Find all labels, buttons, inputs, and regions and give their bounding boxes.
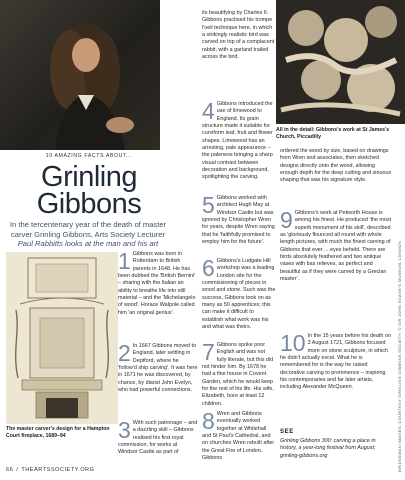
footer-separator: / [16,467,19,473]
title-line-2: Gibbons [36,188,142,220]
standfirst [4,220,172,249]
kicker: 10 AMAZING FACTS ABOUT... [45,153,133,159]
fact-text: Gibbons introduced the use of limewood to England. Its grain structure made it suitable for curviform leaf, fruit and flower shapes. Limewood has an arresting, pale appearance – the paleness bringing a sharp visual contrast between decoration and background, spotlighting the carving. [202,101,273,181]
standfirst-line-3: Paul Rabbitts looks at the man and his art [17,239,159,249]
fact-number: 8 [202,408,215,434]
see-box [280,429,392,460]
fact-text: Wren and Gibbons eventually worked together at Whitehall and St Paul's Cathedral, and on churches Wren rebuilt after the Great Fire of London. Gibbons [202,411,275,462]
fact-number: 10 [280,330,306,356]
intro-paragraph: its beautifying by Charles II. Gibbons practised his trompe l'oeil technique here, in which a strikingly realistic bird was carved on top of a complacent rabbit, with a garland trailed across the bird. [202,10,275,61]
page-number: 66 [6,467,14,473]
fact-1 [118,248,198,317]
fact-number: 7 [202,339,215,365]
fact-5 [202,192,276,246]
fireplace-caption: The master carver's design for a Hampton Court fireplace, 1689–94 [6,426,110,439]
fact-9 [280,207,392,283]
standfirst-line-2: carver Grinling Gibbons, Arts Society Lecturer [10,229,166,239]
carving-image [276,0,405,124]
page-title [18,161,160,220]
see-text: Grinling Gibbons 300: carving a place in history, a year-long festival from August; grinling-gibbons.org [280,438,376,459]
fact-3 [118,417,198,457]
fact-8 [202,408,276,462]
fact-text: In 1667 Gibbons moved to England, later settling in Deptford, where he 'follow'd ship carving'. It was here in 1671 he was discovered, by chance, by diarist John Evelyn, who had powerful connections. [118,343,198,394]
fact-text: Gibbons's Ludgate Hill workshop was a leading London site for the commissioning of pieces in wood and stone. Such was the success, Gibbons took on as many as 50 apprentices; this can make it difficult to establish what work was his and what was theirs. [202,258,276,331]
fact-number: 5 [202,192,215,218]
footer-site: THEARTSSOCIETY.ORG [21,467,95,473]
fact-7 [202,339,276,408]
photo-credit: BRIDGEMAN IMAGES; COURTESY GRINLING GIBBONS SOCIETY; © SIR JOHN SOANE'S MUSEUM, LONDON [397,241,402,472]
fireplace-design-image [6,252,118,424]
fact-number: 3 [118,417,131,443]
see-heading: SEE [280,429,294,435]
fact-text: Gibbons's work at Petworth House is among his finest. He produced 'the most superb monument of his skill', described as 'gloriously flounced all round with whole length pictures, with much the finest carving of Gibbons that ever ... eyes beheld. There are birds absolutely feathered and two antique vases with bas relieves, as perfect and beautiful as if they were carved by a Grecian master'. [280,210,392,283]
fact-number: 4 [202,98,215,124]
fact-text: Gibbons worked with architect Hugh May at Windsor Castle but was ignored by Christopher Wren for years, despite Wren saying that he 'faithfully promised to employ him for the future'. [202,195,275,246]
fact-text: In the 15 years before his death on 3 August 1721, Gibbons focused more on stone sculpture, in which he didn't actually excel. What he is remembered for is the way he raised decorative carving to prominence – inspiring his contemporaries and far later artists, including Alexander McQueen. [280,333,391,391]
fact-text: With such patronage – and a dazzling skill – Gibbons realised his first royal commission, for works at Windsor Castle as part of [118,420,198,456]
fact-10 [280,330,392,392]
fact-number: 6 [202,255,215,281]
fact-text: Gibbons was born in Rotterdam to British parents in 1648. He has been dubbed the 'British Bernini' – sharing with the Italian an ability to breathe life into still material – and the 'Michelangelo of wood'. Horace Walpole called him 'an original genius'. [118,251,196,316]
fact-4 [202,98,276,182]
portrait-image [0,0,160,150]
page-footer [6,467,94,473]
fact-6 [202,255,276,331]
fact-2 [118,340,198,394]
standfirst-line-1: In the tercentenary year of the death of master [9,220,167,229]
fact-number: 9 [280,207,293,233]
fact-number: 1 [118,248,131,274]
fact-number: 2 [118,340,131,366]
fact-text: Gibbons spoke poor English and was not fully literate, but this did not hinder him. By 1678 he had a fine house in Covent Garden, which he would keep for the rest of his life. His wife, Elizabeth, bore at least 12 children. [202,342,274,407]
carving-caption: All in the detail: Gibbons's work at St James's Church, Piccadilly [276,127,390,140]
col3-lead: ordered the wood by size, based on drawings from Wren and associates, then sketched designs directly onto the wood, allowing enough depth for the deep cutting and sinuous shaping that was his signature style. [280,148,392,184]
title-line-1: Grinling [41,161,137,193]
